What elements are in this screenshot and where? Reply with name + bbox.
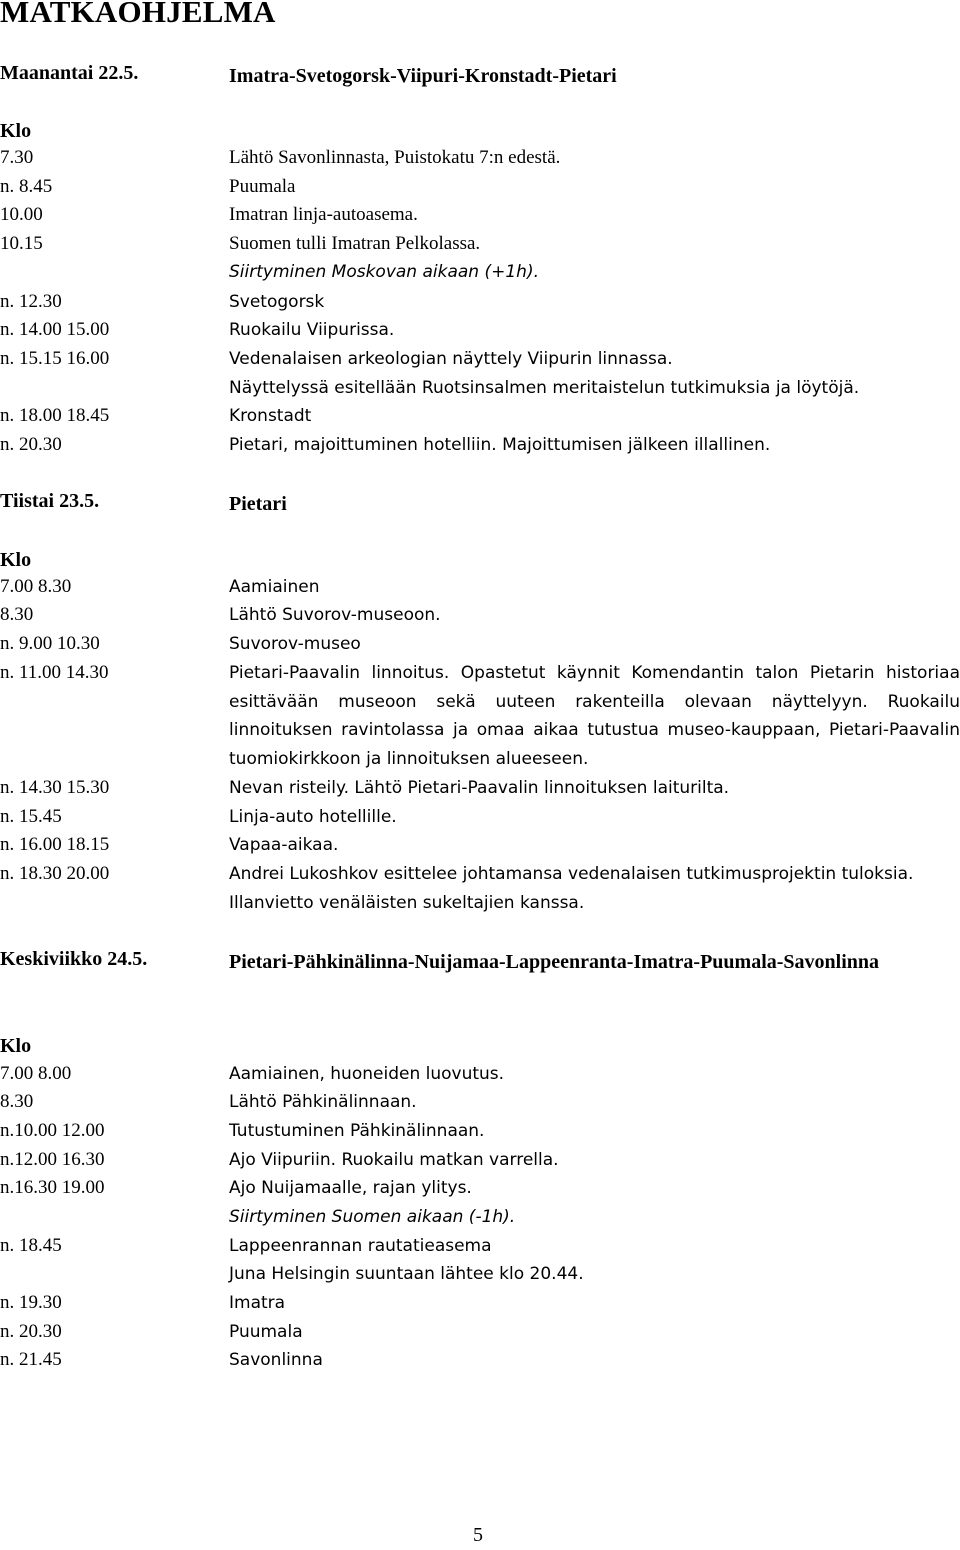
entry-text: Savonlinna — [229, 1350, 323, 1370]
entry-text: Suomen tulli Imatran Pelkolassa. — [229, 233, 481, 254]
entry-text: Lappeenrannan rautatieasema — [229, 1236, 492, 1256]
entry-time: n. 9.00 10.30 — [0, 633, 100, 654]
entry-time: n. 12.30 — [0, 291, 62, 312]
day-route: Imatra-Svetogorsk-Viipuri-Kronstadt-Pietari — [229, 65, 617, 87]
entry-time: n. 11.00 14.30 — [0, 662, 109, 683]
entry-text: Lähtö Savonlinnasta, Puistokatu 7:n edestä. — [229, 147, 561, 168]
entry-text: Ajo Nuijamaalle, rajan ylitys. — [229, 1178, 472, 1198]
entry-text: Puumala — [229, 1322, 303, 1342]
timezone-note: Siirtyminen Moskovan aikaan (+1h). — [229, 262, 539, 282]
entry-time: n. 20.30 — [0, 1321, 62, 1342]
page-number: 5 — [473, 1524, 483, 1546]
day-header-tuesday — [0, 490, 960, 520]
entry-text: Linja-auto hotellille. — [229, 807, 397, 827]
entry-text: Andrei Lukoshkov esittelee johtamansa vedenalaisen tutkimusprojektin tuloksia. Illanvietto venäläisten sukeltajien kanssa. — [229, 864, 914, 913]
day-name: Tiistai 23.5. — [0, 490, 100, 512]
entry-time: 8.30 — [0, 604, 34, 625]
entry-time: n. 14.00 15.00 — [0, 319, 110, 340]
entry-time: 7.00 8.00 — [0, 1063, 72, 1084]
entry-text: Ruokailu Viipurissa. — [229, 320, 395, 340]
entry-time: 10.15 — [0, 233, 43, 254]
day-header-wednesday — [0, 948, 960, 1008]
entry-time: n. 18.00 18.45 — [0, 405, 110, 426]
entry-text: Svetogorsk — [229, 292, 325, 312]
day-name: Maanantai 22.5. — [0, 62, 139, 84]
entry-text: Suvorov-museo — [229, 634, 361, 654]
entry-text: Lähtö Pähkinälinnaan. — [229, 1092, 417, 1112]
entry-text: Imatran linja-autoasema. — [229, 204, 418, 225]
entry-text: Ajo Viipuriin. Ruokailu matkan varrella. — [229, 1150, 559, 1170]
entry-time: n. 18.45 — [0, 1235, 62, 1256]
day-route: Pietari — [229, 493, 287, 515]
document-title: MATKAOHJELMA — [0, 0, 276, 29]
entry-text: Puumala — [229, 176, 296, 197]
entry-time: n. 21.45 — [0, 1349, 62, 1370]
entry-time: n.16.30 19.00 — [0, 1177, 105, 1198]
entry-time: n. 18.30 20.00 — [0, 863, 110, 884]
entry-time: 7.00 8.30 — [0, 576, 72, 597]
entry-text: Vedenalaisen arkeologian näyttely Viipurin linnassa. — [229, 349, 673, 369]
entry-text: Juna Helsingin suuntaan lähtee klo 20.44. — [229, 1264, 584, 1284]
timezone-note: Siirtyminen Suomen aikaan (-1h). — [229, 1207, 516, 1227]
entry-text: Näyttelyssä esitellään Ruotsinsalmen meritaistelun tutkimuksia ja löytöjä. — [229, 378, 860, 398]
entry-time: 7.30 — [0, 147, 34, 168]
entry-text: Pietari, majoittuminen hotelliin. Majoittumisen jälkeen illallinen. — [229, 435, 771, 455]
entry-text: Tutustuminen Pähkinälinnaan. — [229, 1121, 485, 1141]
entry-time: n. 19.30 — [0, 1292, 62, 1313]
entry-text: Imatra — [229, 1293, 286, 1313]
entry-time: 8.30 — [0, 1091, 34, 1112]
entry-time: n.10.00 12.00 — [0, 1120, 105, 1141]
entry-time: n.12.00 16.30 — [0, 1149, 105, 1170]
entry-text: Aamiainen — [229, 577, 320, 597]
entry-text: Kronstadt — [229, 406, 312, 426]
entry-text: Vapaa-aikaa. — [229, 835, 339, 855]
entry-text: Nevan risteily. Lähtö Pietari-Paavalin linnoituksen laiturilta. — [229, 778, 730, 798]
entry-time: n. 20.30 — [0, 434, 62, 455]
day-route: Pietari-Pähkinälinna-Nuijamaa-Lappeenranta-Imatra-Puumala-Savonlinna — [229, 951, 880, 973]
day-header-monday — [0, 62, 960, 92]
entry-time: n. 16.00 18.15 — [0, 834, 110, 855]
klo-label: Klo — [0, 549, 32, 571]
entry-time: n. 15.15 16.00 — [0, 348, 110, 369]
entry-time: 10.00 — [0, 204, 43, 225]
klo-label: Klo — [0, 1035, 32, 1057]
klo-label: Klo — [0, 120, 32, 142]
entry-time: n. 15.45 — [0, 806, 62, 827]
day-name: Keskiviikko 24.5. — [0, 948, 148, 970]
entry-text: Lähtö Suvorov-museoon. — [229, 605, 441, 625]
entry-text: Aamiainen, huoneiden luovutus. — [229, 1064, 505, 1084]
entry-time: n. 14.30 15.30 — [0, 777, 110, 798]
entry-time: n. 8.45 — [0, 176, 53, 197]
entry-text: Pietari-Paavalin linnoitus. Opastetut käynnit Komendantin talon Pietarin historiaa esittävään museoon sekä uuteen rakenteilla olevaan näyttelyyn. Ruokailu linnoituksen ravintolassa ja omaa aikaa tutustua museo-kauppaan, Pietari-Paavalin tuomiokirkkoon ja linnoituksen alueeseen. — [229, 663, 960, 769]
